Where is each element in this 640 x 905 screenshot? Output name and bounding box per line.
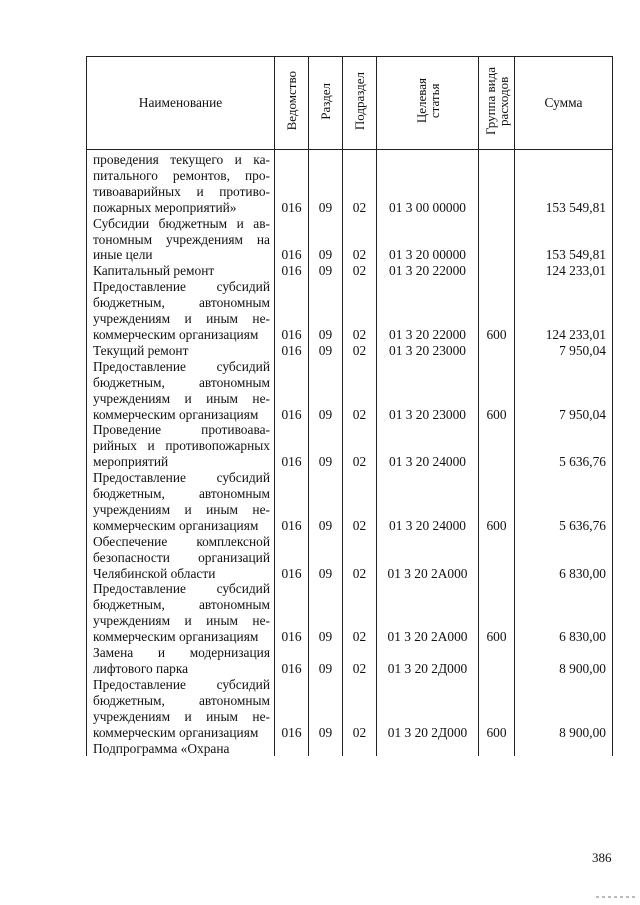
row-name-cell: Обеспечение комплексной безопасности организаций Челябинской области	[87, 534, 275, 582]
row-subsection-cell: 02	[343, 677, 377, 741]
row-expense-group-cell	[479, 263, 515, 279]
row-dept-cell: 016	[275, 581, 309, 645]
row-subsection-cell: 02	[343, 645, 377, 677]
row-dept-cell: 016	[275, 677, 309, 741]
table-row	[87, 534, 613, 582]
row-name-cell: Субсидии бюджетным и автономным учреждениям на иные цели	[87, 216, 275, 264]
row-amount-cell: 153 549,81	[515, 150, 613, 216]
row-dept-cell: 016	[275, 645, 309, 677]
header-target: Целевая статья	[377, 57, 479, 150]
row-section-cell: 09	[309, 279, 343, 343]
row-name-cell: Предоставление субсидий бюджетным, автономным учреждениям и иным некоммерческим организациям	[87, 581, 275, 645]
row-section-cell: 09	[309, 470, 343, 534]
row-subsection-cell: 02	[343, 581, 377, 645]
row-name-cell: проведения текущего и капитального ремонтов, противоаварийных и противопожарных мероприятий»	[87, 150, 275, 216]
row-dept-cell: 016	[275, 422, 309, 470]
row-amount-cell: 5 636,76	[515, 470, 613, 534]
row-target-cell: 01 3 20 00000	[377, 216, 479, 264]
row-dept-cell: 016	[275, 470, 309, 534]
row-subsection-cell: 02	[343, 150, 377, 216]
table-header	[87, 57, 613, 150]
row-amount-cell: 7 950,04	[515, 343, 613, 359]
row-target-cell: 01 3 00 00000	[377, 150, 479, 216]
header-amount: Сумма	[515, 57, 613, 150]
row-expense-group-cell: 600	[479, 470, 515, 534]
row-amount-cell: 153 549,81	[515, 216, 613, 264]
table-row	[87, 677, 613, 741]
row-amount-cell: 6 830,00	[515, 534, 613, 582]
row-expense-group-cell: 600	[479, 677, 515, 741]
row-subsection-cell: 02	[343, 470, 377, 534]
row-name-cell: Предоставление субсидий бюджетным, автономным учреждениям и иным некоммерческим организациям	[87, 470, 275, 534]
row-expense-group-cell	[479, 343, 515, 359]
header-expense-group: Группа вида расходов	[479, 57, 515, 150]
table-row	[87, 343, 613, 359]
row-subsection-cell: 02	[343, 534, 377, 582]
table-row	[87, 422, 613, 470]
row-section-cell: 09	[309, 677, 343, 741]
row-section-cell: 09	[309, 216, 343, 264]
row-subsection-cell: 02	[343, 359, 377, 423]
row-dept-cell: 016	[275, 359, 309, 423]
row-expense-group-cell	[479, 645, 515, 677]
row-name-cell: Капитальный ремонт	[87, 263, 275, 279]
row-target-cell: 01 3 20 23000	[377, 359, 479, 423]
row-target-cell: 01 3 20 2А000	[377, 581, 479, 645]
table-row	[87, 470, 613, 534]
table-row	[87, 216, 613, 264]
row-subsection-cell: 02	[343, 263, 377, 279]
row-dept-cell: 016	[275, 216, 309, 264]
row-target-cell: 01 3 20 2Д000	[377, 677, 479, 741]
row-amount-cell: 5 636,76	[515, 422, 613, 470]
row-target-cell: 01 3 20 22000	[377, 263, 479, 279]
table-row	[87, 581, 613, 645]
row-dept-cell: 016	[275, 263, 309, 279]
row-section-cell	[309, 741, 343, 757]
row-section-cell: 09	[309, 343, 343, 359]
row-expense-group-cell	[479, 534, 515, 582]
row-subsection-cell: 02	[343, 343, 377, 359]
row-dept-cell: 016	[275, 534, 309, 582]
table-row	[87, 359, 613, 423]
row-subsection-cell: 02	[343, 422, 377, 470]
row-target-cell: 01 3 20 24000	[377, 422, 479, 470]
row-section-cell: 09	[309, 150, 343, 216]
row-name-cell: Проведение противоаварийных и противопожарных мероприятий	[87, 422, 275, 470]
row-section-cell: 09	[309, 263, 343, 279]
scan-artifact	[596, 896, 636, 898]
row-amount-cell: 8 900,00	[515, 645, 613, 677]
budget-table	[86, 56, 613, 756]
row-subsection-cell: 02	[343, 279, 377, 343]
row-amount-cell: 6 830,00	[515, 581, 613, 645]
row-name-cell: Предоставление субсидий бюджетным, автономным учреждениям и иным некоммерческим организациям	[87, 279, 275, 343]
row-target-cell	[377, 741, 479, 757]
row-dept-cell: 016	[275, 343, 309, 359]
row-dept-cell: 016	[275, 279, 309, 343]
row-target-cell: 01 3 20 2Д000	[377, 645, 479, 677]
row-target-cell: 01 3 20 23000	[377, 343, 479, 359]
row-name-cell: Текущий ремонт	[87, 343, 275, 359]
header-name: Наименование	[87, 57, 275, 150]
row-expense-group-cell	[479, 150, 515, 216]
table-row	[87, 741, 613, 757]
row-target-cell: 01 3 20 24000	[377, 470, 479, 534]
row-expense-group-cell: 600	[479, 279, 515, 343]
table-row	[87, 279, 613, 343]
page-number: 386	[592, 850, 612, 865]
row-amount-cell: 7 950,04	[515, 359, 613, 423]
row-subsection-cell	[343, 741, 377, 757]
row-section-cell: 09	[309, 581, 343, 645]
table-row	[87, 263, 613, 279]
header-subsection: Подраздел	[343, 57, 377, 150]
row-amount-cell: 124 233,01	[515, 263, 613, 279]
header-dept: Ведомство	[275, 57, 309, 150]
row-expense-group-cell: 600	[479, 581, 515, 645]
row-dept-cell	[275, 741, 309, 757]
row-amount-cell	[515, 741, 613, 757]
row-section-cell: 09	[309, 422, 343, 470]
row-name-cell: Предоставление субсидий бюджетным, автономным учреждениям и иным некоммерческим организациям	[87, 359, 275, 423]
header-section: Раздел	[309, 57, 343, 150]
table-row	[87, 150, 613, 216]
row-name-cell: Замена и модернизация лифтового парка	[87, 645, 275, 677]
row-expense-group-cell	[479, 216, 515, 264]
row-section-cell: 09	[309, 534, 343, 582]
table-body	[87, 150, 613, 757]
row-dept-cell: 016	[275, 150, 309, 216]
row-section-cell: 09	[309, 359, 343, 423]
row-target-cell: 01 3 20 2А000	[377, 534, 479, 582]
row-expense-group-cell	[479, 741, 515, 757]
row-section-cell: 09	[309, 645, 343, 677]
row-amount-cell: 8 900,00	[515, 677, 613, 741]
row-expense-group-cell: 600	[479, 359, 515, 423]
row-name-cell: Подпрограмма «Охрана	[87, 741, 275, 757]
row-amount-cell: 124 233,01	[515, 279, 613, 343]
row-subsection-cell: 02	[343, 216, 377, 264]
row-expense-group-cell	[479, 422, 515, 470]
row-target-cell: 01 3 20 22000	[377, 279, 479, 343]
table-row	[87, 645, 613, 677]
row-name-cell: Предоставление субсидий бюджетным, автономным учреждениям и иным некоммерческим организациям	[87, 677, 275, 741]
